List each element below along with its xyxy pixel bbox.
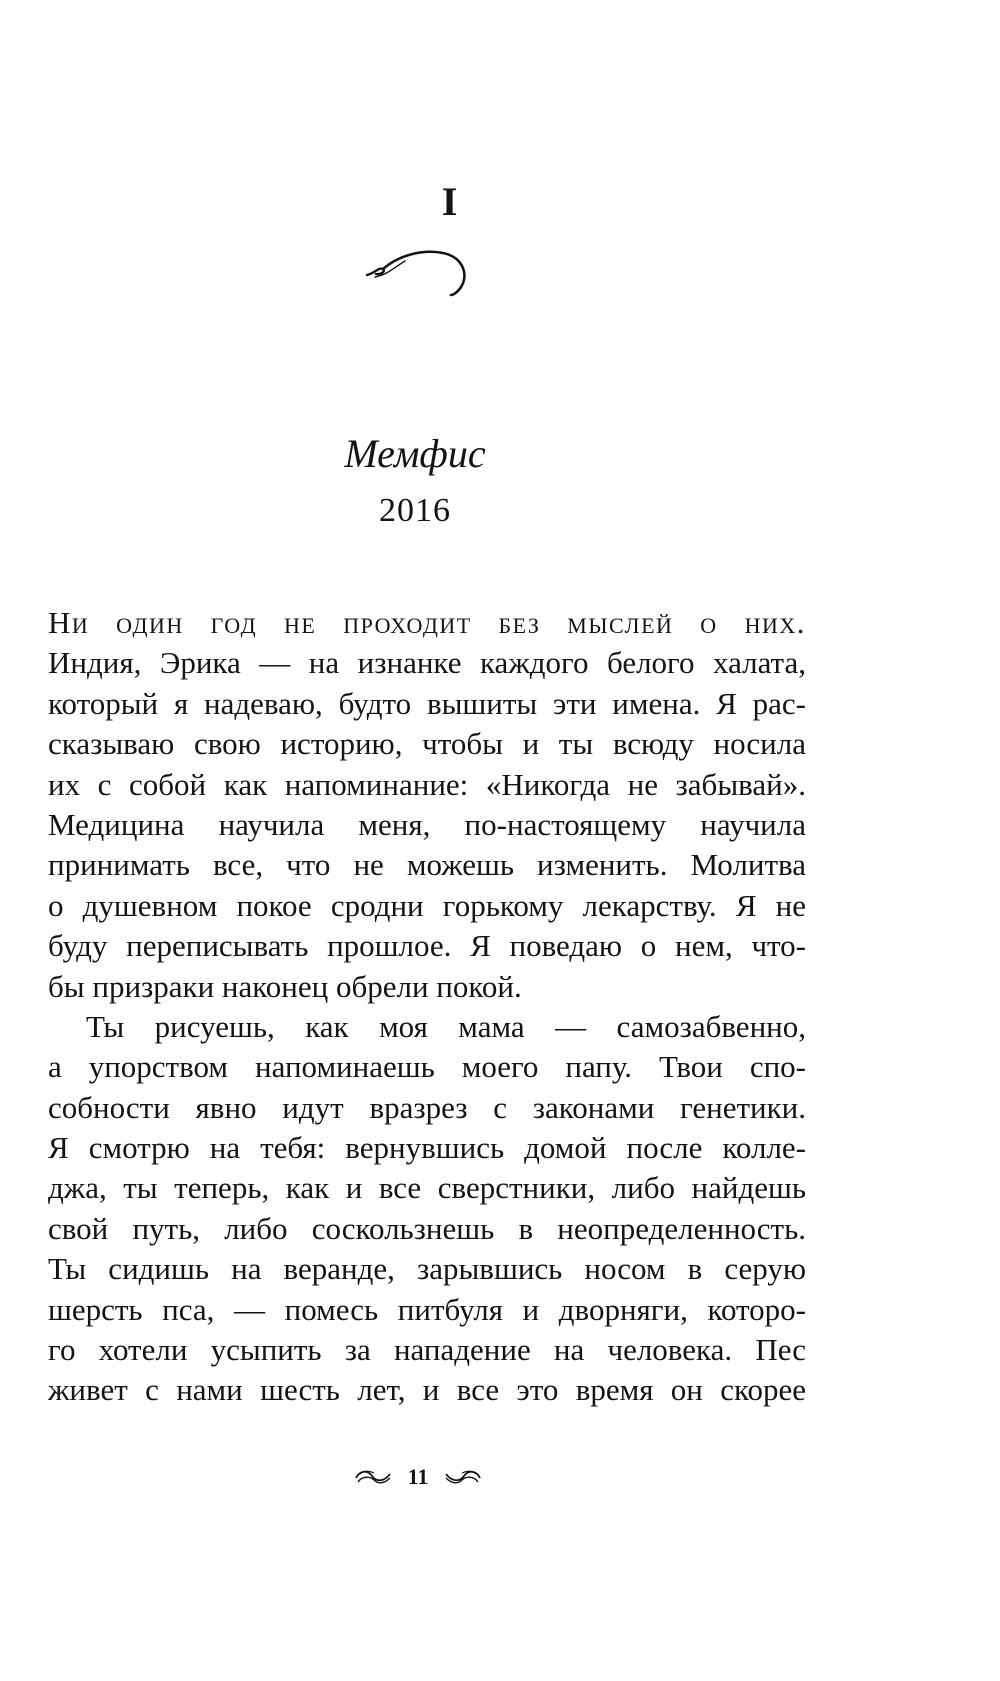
- text-line: принимать все, что не можешь изменить. Молитва: [48, 847, 806, 883]
- body-text: [48, 603, 806, 1411]
- text-line: Ты сидишь на веранде, зарывшись носом в серую: [48, 1251, 806, 1287]
- chapter-place: Мемфис: [344, 431, 486, 476]
- wave-ornament-right-icon: [442, 1466, 484, 1488]
- text-line: буду переписывать прошлое. Я поведаю о нем, что-: [48, 928, 806, 964]
- text-line: их с собой как напоминание: «Никогда не забывай».: [48, 766, 806, 802]
- text-line: собности явно идут вразрез с законами генетики.: [48, 1089, 806, 1125]
- text-line: го хотели усыпить за нападение на человека. Пес: [48, 1332, 806, 1368]
- wave-ornament-left-icon: [352, 1466, 394, 1488]
- text-line: Медицина научила меня, по-настоящему научила: [48, 806, 806, 842]
- text-line: Ты рисуешь, как моя мама — самозабвенно,: [86, 1008, 806, 1044]
- text-line: Индия, Эрика — на изнанке каждого белого халата,: [48, 645, 806, 681]
- page-footer: [338, 1457, 498, 1497]
- text-line: свой путь, либо соскользнешь в неопределенность.: [48, 1210, 806, 1246]
- text-line: Ни один год не проходит без мыслей о них.: [48, 605, 806, 640]
- text-line: Я смотрю на тебя: вернувшись домой после колле-: [48, 1130, 806, 1166]
- page-number: 11: [407, 1464, 429, 1489]
- text-line: живет с нами шесть лет, и все это время он скорее: [48, 1372, 806, 1408]
- text-line: а упорством напоминаешь моего папу. Твои спо-: [48, 1049, 806, 1085]
- part-number: I: [441, 179, 459, 224]
- text-line: о душевном покое сродни горькому лекарству. Я не: [48, 887, 806, 923]
- chapter-year: 2016: [379, 492, 451, 529]
- text-line: шерсть пса, — помесь питбуля и дворняги, которо-: [48, 1291, 806, 1327]
- swash-ornament-icon: [365, 245, 475, 305]
- text-line: джа, ты теперь, как и все сверстники, либо найдешь: [48, 1170, 806, 1206]
- text-line: бы призраки наконец обрели покой.: [48, 968, 522, 1004]
- text-line: сказываю свою историю, чтобы и ты всюду носила: [48, 726, 806, 762]
- text-line: который я надеваю, будто вышиты эти имена. Я рас-: [48, 685, 806, 721]
